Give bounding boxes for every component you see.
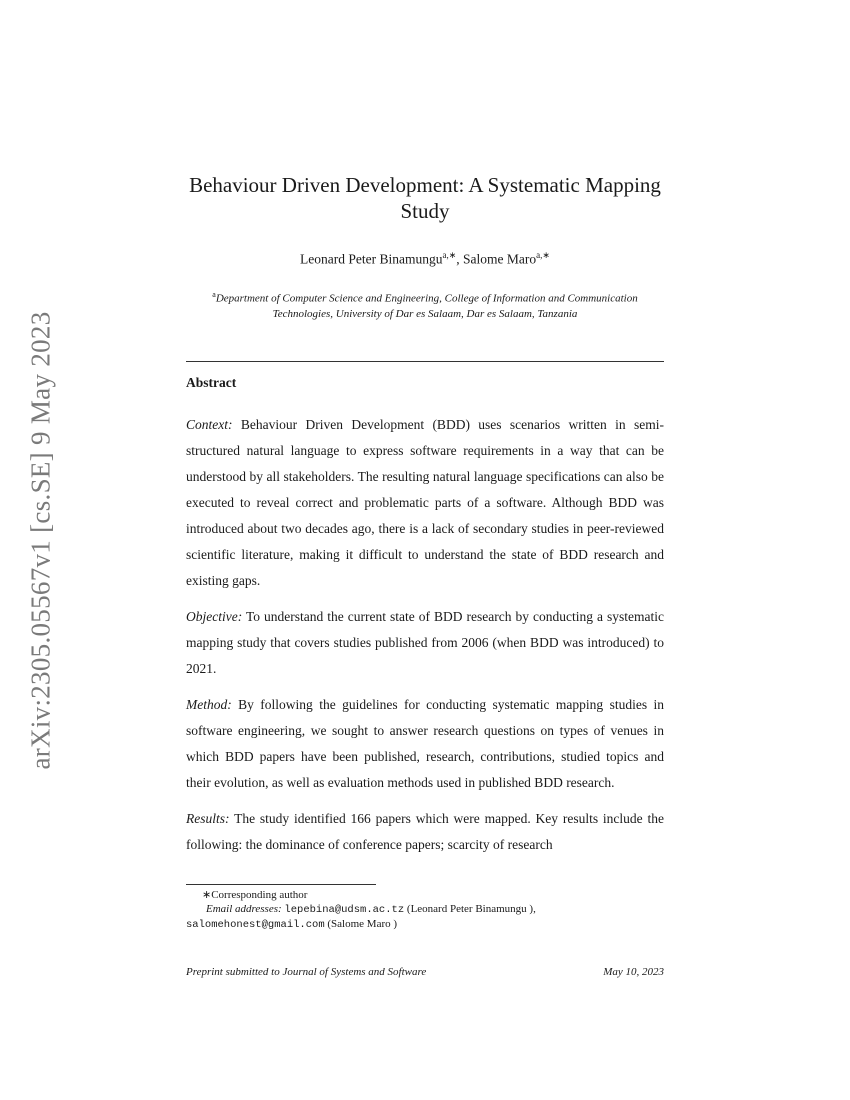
abstract-paragraph-context xyxy=(186,412,664,594)
author-name: Salome Maro xyxy=(463,251,537,267)
abstract-paragraph-method xyxy=(186,692,664,796)
email-owner: (Salome Maro ) xyxy=(327,918,398,930)
email-label: Email addresses: xyxy=(206,903,282,915)
author-affiliation-mark: a,∗ xyxy=(536,250,550,260)
email-address[interactable]: salomehonest@gmail.com xyxy=(186,919,325,931)
email-owner: (Leonard Peter Binamungu ), xyxy=(406,903,536,915)
section-text: By following the guidelines for conducting systematic mapping studies in software engineering, we sought to answer research questions on types of venues in which BDD papers have been published, research, contributions, studied topics and their evolution, as well as evaluation methods used in published BDD research. xyxy=(186,697,664,790)
section-text: The study identified 166 papers which were mapped. Key results include the following: the dominance of conference papers; scarcity of research xyxy=(186,811,664,852)
section-text: To understand the current state of BDD research by conducting a systematic mapping study that covers studies published from 2006 (when BDD was introduced) to 2021. xyxy=(186,609,664,676)
page-footer xyxy=(186,966,664,978)
footnote xyxy=(186,888,664,932)
section-label: Results: xyxy=(186,811,230,826)
arxiv-stamp xyxy=(16,300,66,780)
section-text: Behaviour Driven Development (BDD) uses scenarios written in semi-structured natural language to express software requirements in a way that can be understood by all stakeholders. The resulting natural language specifications can also be executed to reveal correct and problematic parts of a software. Although BDD was introduced about two decades ago, there is a lack of secondary studies in peer-reviewed scientific literature, making it difficult to understand the state of BDD research and existing gaps. xyxy=(186,417,665,588)
email-line xyxy=(186,902,664,917)
abstract-body xyxy=(186,412,664,868)
author-separator: , xyxy=(456,251,464,267)
affiliation xyxy=(186,287,664,322)
arxiv-identifier: arXiv:2305.05567v1 [cs.SE] 9 May 2023 xyxy=(25,310,56,770)
paper-title: Behaviour Driven Development: A Systematic Mapping Study xyxy=(189,173,661,223)
header-divider xyxy=(186,361,664,362)
affiliation-text: Department of Computer Science and Engineering, College of Information and Communication Technologies, University of Dar es Salaam, Dar es Salaam, Tanzania xyxy=(215,292,638,320)
corresponding-author-note: ∗Corresponding author xyxy=(202,889,308,901)
author-list xyxy=(186,250,664,268)
section-label: Method: xyxy=(186,697,232,712)
section-label: Context: xyxy=(186,417,233,432)
author-affiliation-mark: a,∗ xyxy=(442,250,457,260)
abstract-paragraph-results xyxy=(186,806,664,858)
affiliation-mark: a xyxy=(212,290,216,299)
preprint-notice: Preprint submitted to Journal of Systems and Software xyxy=(186,966,427,978)
abstract-paragraph-objective xyxy=(186,604,664,682)
abstract-heading: Abstract xyxy=(186,375,237,390)
author-name: Leonard Peter Binamungu xyxy=(300,251,443,267)
section-label: Objective: xyxy=(186,609,243,624)
email-line xyxy=(186,917,664,932)
footer-date: May 10, 2023 xyxy=(603,966,664,978)
email-address[interactable]: lepebina@udsm.ac.tz xyxy=(284,904,405,916)
footnote-divider xyxy=(186,884,376,885)
